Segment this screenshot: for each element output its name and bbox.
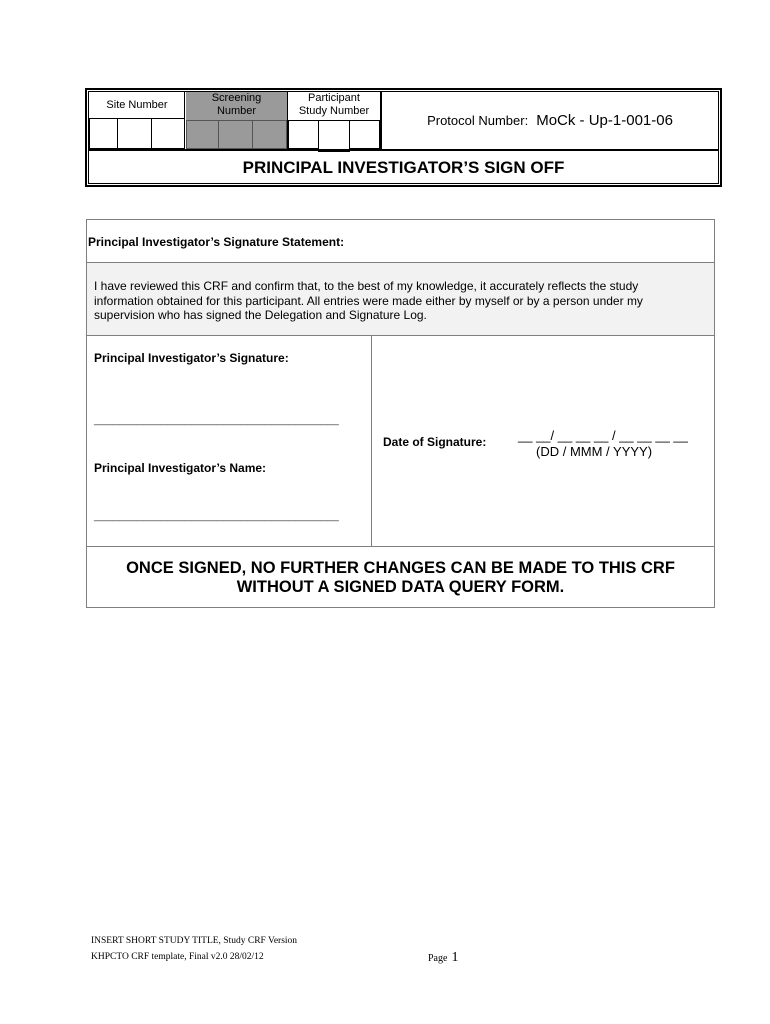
page-number (428, 948, 458, 966)
date-of-signature-label: Date of Signature: (383, 435, 487, 449)
participant-number-digit-box[interactable] (318, 120, 350, 152)
participant-label-line2: Study Number (298, 105, 370, 117)
screening-number-header (186, 90, 287, 120)
participant-label-line1: Participant (308, 92, 360, 104)
statement-line: I have reviewed this CRF and confirm that, to the best of my knowledge, it accurately reflects the study (94, 279, 639, 293)
date-format-hint: (DD / MMM / YYYY) (536, 444, 653, 459)
screening-number-digit-box[interactable] (186, 120, 219, 149)
protocol-number (382, 92, 718, 149)
participant-number-digit-box[interactable] (288, 120, 319, 149)
row-divider (86, 335, 715, 336)
protocol-number-value: MoCk - Up-1-001-06 (536, 112, 673, 129)
footer-template-version: KHPCTO CRF template, Final v2.0 28/02/12 (91, 952, 264, 962)
pi-name-line[interactable]: ________________________________________ (94, 510, 339, 522)
pi-signature-line[interactable]: ________________________________________ (94, 414, 339, 426)
statement-text (94, 279, 709, 323)
warning-line: WITHOUT A SIGNED DATA QUERY FORM. (236, 578, 565, 596)
statement-heading: Principal Investigator’s Signature Statement: (88, 235, 345, 249)
column-divider (371, 335, 372, 546)
warning-line: ONCE SIGNED, NO FURTHER CHANGES CAN BE MADE TO THIS CRF (126, 559, 675, 577)
site-number-header (89, 92, 185, 118)
date-of-signature-field[interactable]: __ __/ __ __ __ / __ __ __ __ (518, 428, 688, 443)
statement-line: supervision who has signed the Delegation and Signature Log. (94, 308, 427, 322)
pi-name-label: Principal Investigator’s Name: (94, 461, 267, 475)
screening-number-label-line2: Number (216, 105, 257, 117)
pi-signature-label: Principal Investigator’s Signature: (94, 351, 289, 365)
footer-study-title: INSERT SHORT STUDY TITLE, Study CRF Version (91, 936, 298, 946)
site-number-label: Site Number (106, 98, 168, 111)
once-signed-warning (86, 559, 715, 597)
screening-number-label-line1: Screening (211, 92, 262, 104)
site-number-digit-box[interactable] (117, 118, 152, 149)
form-title: PRINCIPAL INVESTIGATOR’S SIGN OFF (242, 157, 565, 177)
site-number-digit-box[interactable] (89, 118, 118, 149)
site-number-digit-box[interactable] (151, 118, 185, 149)
row-divider (86, 546, 715, 547)
page-number-value: 1 (451, 950, 459, 965)
protocol-number-label: Protocol Number: (427, 113, 529, 128)
statement-line: information obtained for this participant. All entries were made either by myself or by a person under my (94, 293, 643, 308)
screening-number-digit-box[interactable] (218, 120, 253, 149)
participant-number-header (288, 90, 380, 120)
screening-number-digit-box[interactable] (252, 120, 287, 149)
participant-number-digit-box[interactable] (349, 120, 380, 149)
page-label: Page (428, 953, 448, 964)
